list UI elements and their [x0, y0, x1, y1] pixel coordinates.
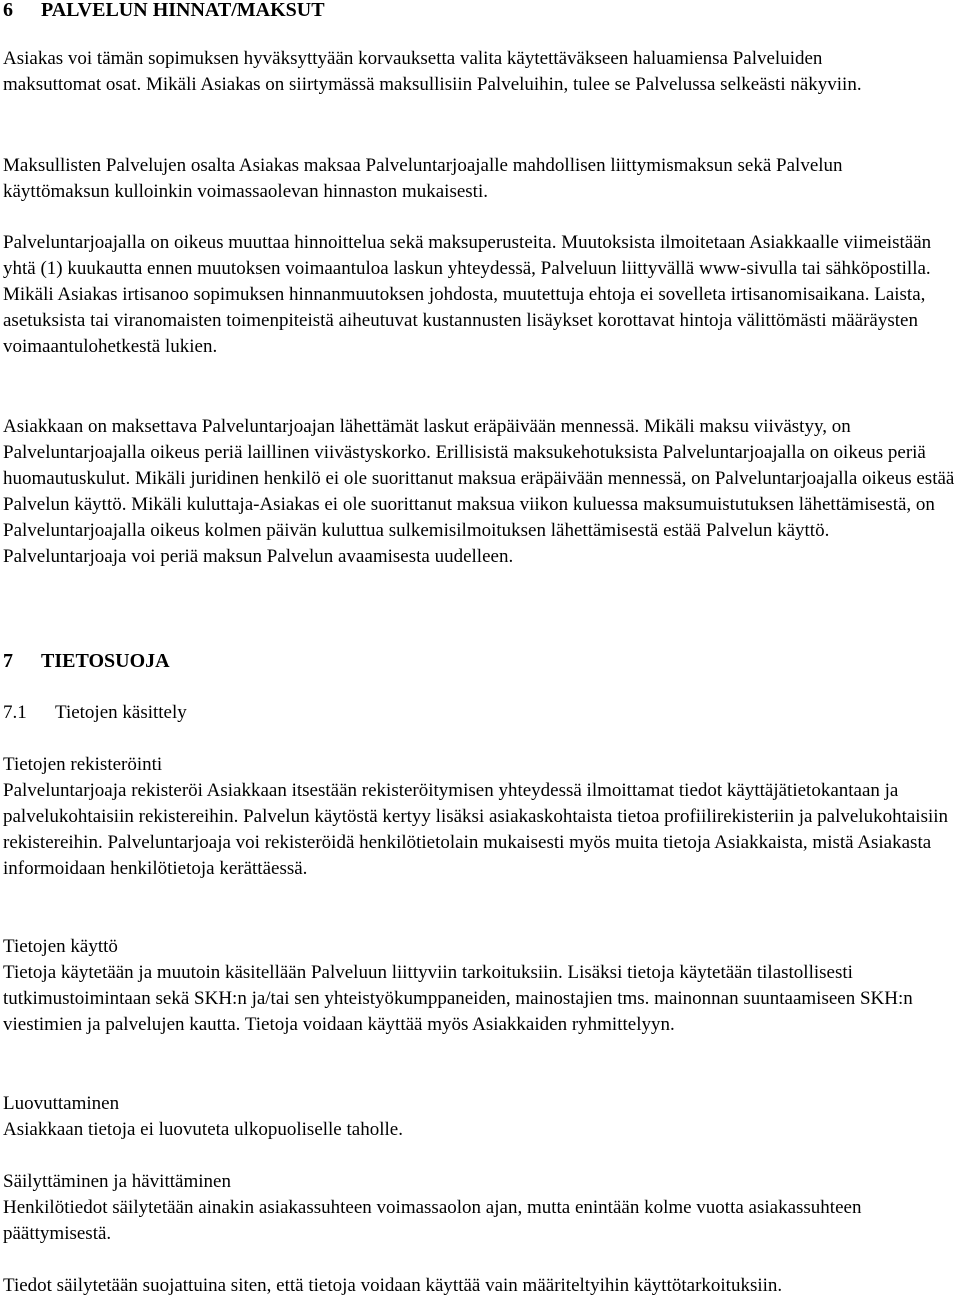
subsection-number: 7.1 [3, 702, 27, 723]
paragraph: Asiakkaan on maksettava Palveluntarjoajan lähettämät laskut eräpäivään mennessä. Mikäli maksu viivästyy, on Palveluntarjoajalla oikeus periä laillinen viivästyskorko. Erillisistä maksukehotuksista Palveluntarjoajalla on oikeus periä huomautuskulut. Mikäli juridinen henkilö ei ole suorittanut maksua eräpäivään mennessä, on Palveluntarjoajalla oikeus estää Palvelun käyttö. Mikäli kuluttaja-Asiakas ei ole suorittanut maksua viikon kuluessa maksumuistutuksen lähettämisestä, on Palveluntarjoajalla oikeus kolmen päivän kuluttua sulkemisilmoituksen lähettämisestä estää Palvelun käyttö. Palveluntarjoaja voi periä maksun Palvelun avaamisesta uudelleen. [3, 416, 955, 567]
block-heading: Tietojen rekisteröinti [3, 754, 163, 775]
block-text: Palveluntarjoaja rekisteröi Asiakkaan itsestään rekisteröitymisen yhteydessä ilmoittamat tiedot käyttäjätietokantaan ja palvelukohtaisiin rekistereihin. Palvelun käytöstä kertyy lisäksi asiakaskohtaista tietoa profiilirekisteriin ja palvelukohtaisiin rekistereihin. Palveluntarjoaja voi rekisteröidä henkilötietolain mukaisesti myös muita tietoja Asiakkaista, mistä Asiakasta informoidaan henkilötietoja kerättäessä. [3, 780, 949, 879]
section-6-heading [3, 0, 325, 23]
block-text: Tietoja käytetään ja muutoin käsitellään Palveluun liittyviin tarkoituksiin. Lisäksi tietoja käytetään tilastollisesti tutkimustoimintaan sekä SKH:n ja/tai sen yhteistyökumppaneiden, mainostajien tms. mainonnan suuntaamiseen SKH:n viestimien ja palvelujen kautta. Tietoja voidaan käyttää myös Asiakkaiden ryhmittelyyn. [3, 962, 913, 1035]
block-text: Henkilötiedot säilytetään ainakin asiakassuhteen voimassaolon ajan, mutta enintään kolme vuotta asiakassuhteen päättymisestä. [3, 1197, 862, 1244]
subsection-heading [3, 700, 187, 726]
closing-paragraph: Tiedot säilytetään suojattuina siten, että tietoja voidaan käyttää vain määriteltyihin käyttötarkoituksiin. [3, 1275, 783, 1296]
section-title: PALVELUN HINNAT/MAKSUT [41, 0, 325, 21]
info-block [3, 1091, 923, 1143]
paragraph: Asiakas voi tämän sopimuksen hyväksyttyään korvauksetta valita käytettäväkseen haluamiensa Palveluiden maksuttomat osat. Mikäli Asiakas on siirtymässä maksullisiin Palveluihin, tulee se Palvelussa selkeästi näkyviin. [3, 48, 862, 95]
block-heading: Tietojen käyttö [3, 936, 118, 957]
info-block [3, 752, 957, 882]
section-7-heading [3, 648, 170, 674]
section-number: 7 [3, 650, 13, 672]
paragraph: Palveluntarjoajalla on oikeus muuttaa hinnoittelua sekä maksuperusteita. Muutoksista ilmoitetaan Asiakkaalle viimeistään yhtä (1) kuukautta ennen muutoksen voimaantuloa laskun yhteydessä, Palveluun liittyvällä www-sivulla tai sähköpostilla. Mikäli Asiakas irtisanoo sopimuksen hinnanmuutoksen johdosta, muutettuja ehtoja ei sovelleta irtisanomisaikana. Laista, asetuksista tai viranomaisten toimenpiteistä aiheutuvat kustannusten lisäykset korottavat hintoja välittömästi määräysten voimaantulohetkestä lukien. [3, 232, 932, 357]
block-heading: Luovuttaminen [3, 1093, 120, 1114]
paragraph: Maksullisten Palvelujen osalta Asiakas maksaa Palveluntarjoajalle mahdollisen liittymismaksun sekä Palvelun käyttömaksun kulloinkin voimassaolevan hinnaston mukaisesti. [3, 155, 843, 202]
block-text: Asiakkaan tietoja ei luovuteta ulkopuoliselle taholle. [3, 1119, 403, 1140]
block-heading: Säilyttäminen ja hävittäminen [3, 1171, 231, 1192]
info-block [3, 934, 923, 1038]
info-block [3, 1169, 903, 1247]
section-number: 6 [3, 0, 13, 21]
subsection-title: Tietojen käsittely [55, 702, 187, 723]
section-title: TIETOSUOJA [41, 650, 170, 672]
